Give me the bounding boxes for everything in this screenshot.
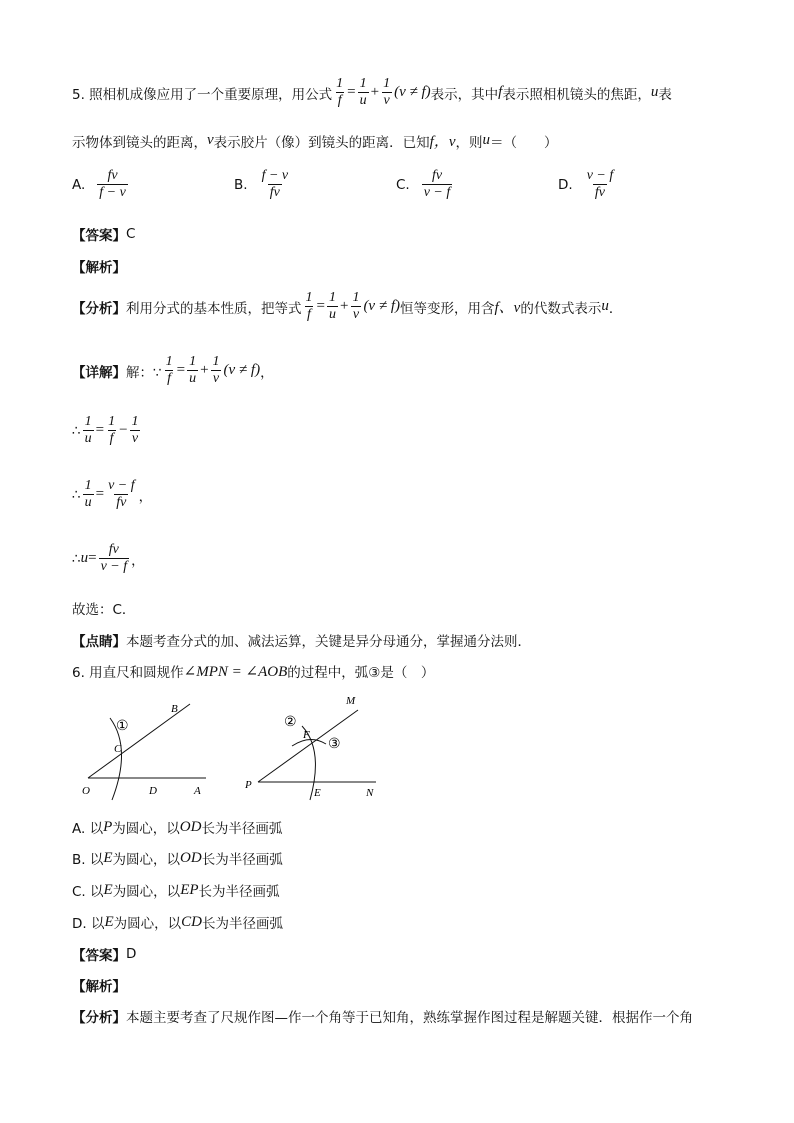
ray-pm	[258, 710, 358, 782]
svg-text:D: D	[149, 785, 157, 797]
svg-text:A: A	[194, 785, 201, 797]
q5-analysis-heading: 【解析】	[72, 260, 126, 276]
svg-text:①: ①	[116, 719, 129, 734]
q6-option-a[interactable]: A. 以 P 为圆心，以 OD 长为半径画弧	[72, 818, 283, 837]
q6-construction-figure	[80, 690, 400, 805]
q6-answer: 【答案】 D	[72, 946, 137, 964]
q5-detail-2: ∴ $\frac{1}{u}$ = $\frac{1}{f}$ − $\frac{1}{v}$	[72, 414, 139, 447]
q5-detail-1: 【详解】 解：∵ $\frac{1}{f}$ = $\frac{1}{u}$ + $\frac{1}{v}$ (v ≠ f) ，	[72, 354, 274, 387]
svg-text:B: B	[171, 703, 178, 715]
svg-text:P: P	[245, 779, 252, 791]
svg-text:C: C	[114, 743, 122, 755]
svg-text:O: O	[82, 785, 90, 797]
q5-line2: 示物体到镜头的距离， v 表示胶片（像）到镜头的距离．已知 f，v ，则 u ＝（ ）	[72, 132, 558, 151]
q5-option-b[interactable]: B. $\frac{f - v}{fv}$	[234, 168, 289, 201]
q5-option-a[interactable]: A. $\frac{fv}{f - v}$	[72, 168, 126, 201]
q5-line1: 5. 照相机成像应用了一个重要原理，用公式 $\frac{1}{f}$ = $\frac{1}{u}$ + $\frac{1}{v}$ (v ≠ f) 表示，其中 f 表示照相机镜头的焦距， u 表	[72, 76, 672, 109]
q5-option-d[interactable]: D. $\frac{v - f}{fv}$	[558, 168, 614, 201]
svg-text:②: ②	[284, 715, 297, 730]
q6-option-b[interactable]: B. 以 E 为圆心，以 OD 长为半径画弧	[72, 849, 283, 868]
q6-option-d[interactable]: D. 以 E 为圆心，以 CD 长为半径画弧	[72, 913, 283, 932]
q6-stem: 6. 用直尺和圆规作 ∠MPN = ∠AOB 的过程中，弧③是（ ）	[72, 663, 435, 681]
q6-analysis-heading: 【解析】	[72, 979, 126, 995]
q5-answer: 【答案】 C	[72, 226, 136, 244]
svg-text:M: M	[346, 695, 356, 707]
formula-1-over-f: $\frac{1}{f}$	[336, 76, 344, 109]
q5-choose: 故选：C．	[72, 602, 136, 618]
svg-text:E: E	[314, 787, 321, 799]
q5-detail-4: ∴ u = $\frac{fv}{v - f}$ ，	[72, 542, 145, 575]
q5-fenxi: 【分析】 利用分式的基本性质，把等式 $\frac{1}{f}$ = $\frac{1}{u}$ + $\frac{1}{v}$ (v ≠ f) 恒等变形，用含 f、v 的代数式表示 u ．	[72, 290, 623, 323]
svg-text:F: F	[303, 729, 310, 741]
q5-option-c[interactable]: C. $\frac{fv}{v - f}$	[396, 168, 451, 201]
ray-ob	[88, 704, 190, 778]
q6-option-c[interactable]: C. 以 E 为圆心，以 EP 长为半径画弧	[72, 881, 280, 900]
svg-text:N: N	[366, 787, 374, 799]
q5-dianjing: 【点睛】 本题考查分式的加、减法运算，关键是异分母通分，掌握通分法则．	[72, 634, 531, 650]
svg-text:③: ③	[328, 737, 341, 752]
q6-fenxi: 【分析】 本题主要考查了尺规作图—作一个角等于已知角，熟练掌握作图过程是解题关键．根据作一个角	[72, 1010, 693, 1026]
q5-detail-3: ∴ $\frac{1}{u}$ = $\frac{v - f}{fv}$ ，	[72, 478, 153, 511]
